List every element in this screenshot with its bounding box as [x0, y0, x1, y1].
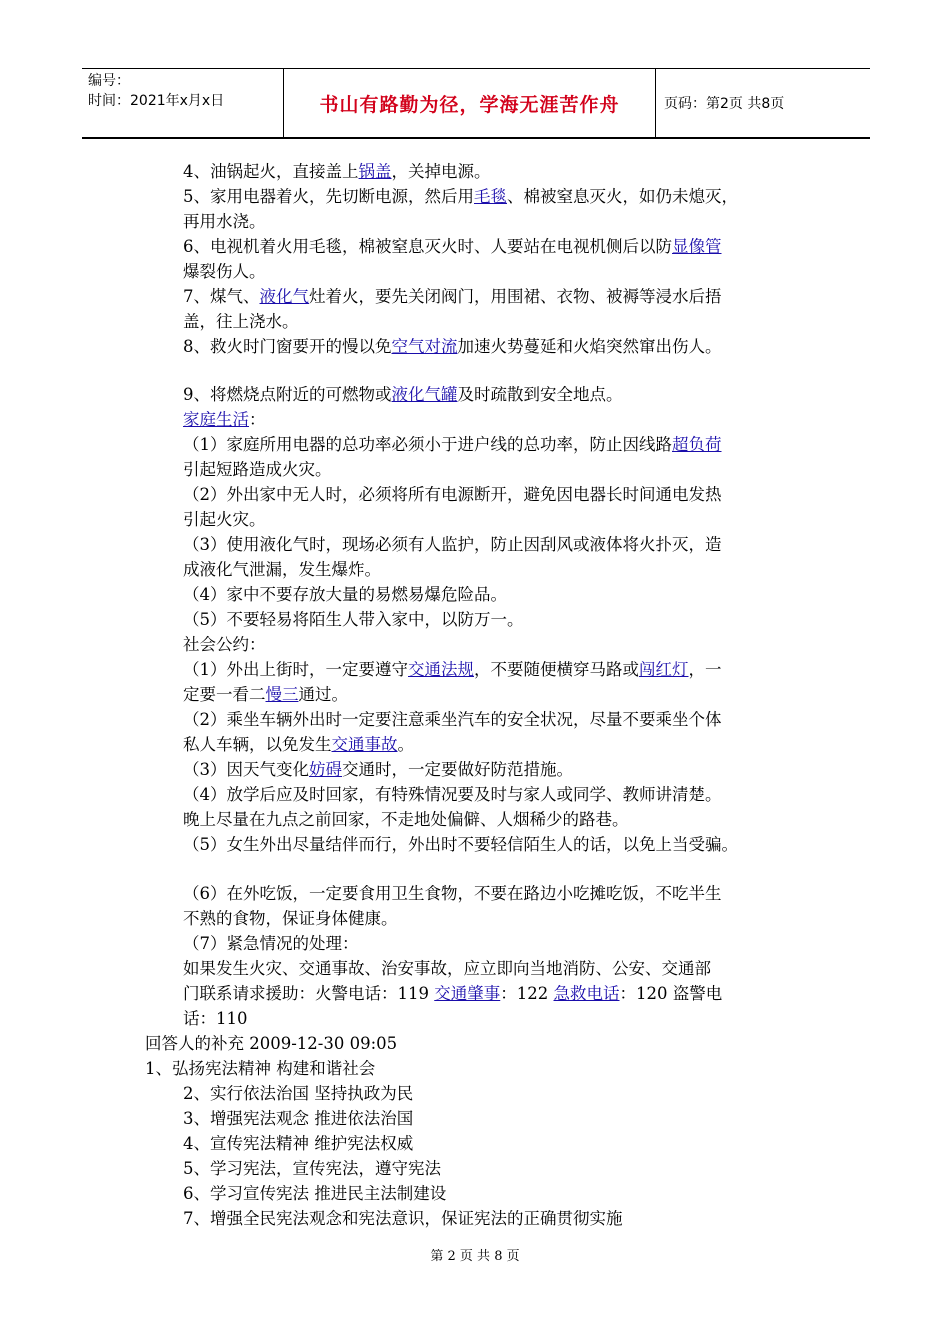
text-line [183, 458, 332, 482]
text-line [183, 383, 623, 407]
hyperlink[interactable]: 慢三 [265, 685, 299, 704]
text-span: 不熟的食物，保证身体健康。 [183, 909, 398, 928]
text-span: ，一 [688, 660, 722, 679]
text-line [183, 882, 722, 906]
hyperlink[interactable]: 家庭生活 [183, 410, 249, 429]
text-line [183, 285, 722, 309]
text-span: 再用水浇。 [183, 212, 266, 231]
text-span: （4）放学后应及时回家，有特殊情况要及时与家人或同学、教师讲清楚。 [183, 785, 722, 804]
text-line [183, 210, 266, 234]
text-line [183, 758, 573, 782]
text-span: 定要一看二 [183, 685, 266, 704]
text-span: 2、实行依法治国 坚持执政为民 [183, 1084, 414, 1103]
text-span: 1、弘扬宪法精神 构建和谐社会 [145, 1059, 376, 1078]
number-label: 编号： [88, 73, 130, 89]
text-span: ：120 盗警电 [619, 984, 723, 1003]
text-span: （5）不要轻易将陌生人带入家中，以防万一。 [183, 610, 524, 629]
text-line [183, 558, 381, 582]
page-header [82, 68, 870, 139]
text-span: 盖，往上浇水。 [183, 312, 299, 331]
text-span: 晚上尽量在九点之前回家，不走地处偏僻、人烟稀少的路巷。 [183, 810, 629, 829]
text-span: 爆裂伤人。 [183, 262, 266, 281]
text-line [183, 1157, 441, 1181]
hyperlink[interactable]: 急救电话 [553, 984, 620, 1003]
hyperlink[interactable]: 显像管 [672, 237, 722, 256]
text-line [183, 508, 266, 532]
hyperlink[interactable]: 交通事故 [331, 735, 398, 754]
motto: 书山有路勤为径，学海无涯苦作舟 [319, 93, 620, 116]
header-meta [82, 69, 284, 137]
text-line [183, 1107, 413, 1131]
text-span: 门联系请求援助：火警电话：119 [183, 984, 435, 1003]
text-span: （6）在外吃饭，一定要食用卫生食物，不要在路边小吃摊吃饭，不吃半生 [183, 884, 722, 903]
text-line [183, 957, 711, 981]
text-line [183, 483, 722, 507]
text-line [183, 1132, 413, 1156]
text-span: 引起短路造成火灾。 [183, 460, 332, 479]
text-span: （2）乘坐车辆外出时一定要注意乘坐汽车的安全状况，尽量不要乘坐个体 [183, 710, 722, 729]
text-line [183, 932, 359, 956]
header-motto-cell [284, 69, 656, 137]
text-line [183, 235, 722, 259]
text-line [183, 260, 266, 284]
hyperlink[interactable]: 空气对流 [391, 337, 458, 356]
text-line [183, 310, 299, 334]
text-line [183, 335, 722, 359]
page-label: 页码：第2页 共8页 [664, 96, 785, 112]
text-line [183, 533, 722, 557]
hyperlink[interactable]: 交通法规 [408, 660, 474, 679]
text-span: 。 [397, 735, 414, 754]
text-line [183, 1207, 623, 1231]
text-line [183, 433, 722, 457]
time-label: 时间：2021年x月x日 [88, 93, 225, 109]
text-span: ，关掉电源。 [391, 162, 491, 181]
text-line [183, 783, 722, 807]
text-span: 话：110 [183, 1009, 248, 1028]
text-span: （2）外出家中无人时，必须将所有电源断开，避免因电器长时间通电发热 [183, 485, 722, 504]
text-span: ，不要随便横穿马路或 [474, 660, 639, 679]
text-span: 通过。 [298, 685, 348, 704]
text-line [183, 808, 629, 832]
text-span: 私人车辆，以免发生 [183, 735, 332, 754]
text-span: 6、学习宣传宪法 推进民主法制建设 [183, 1184, 447, 1203]
text-span: 及时疏散到安全地点。 [457, 385, 623, 404]
hyperlink[interactable]: 交通肇事 [434, 984, 501, 1003]
hyperlink[interactable]: 超负荷 [672, 435, 722, 454]
text-span: 5、学习宪法，宣传宪法，遵守宪法 [183, 1159, 441, 1178]
text-span: 8、救火时门窗要开的慢以免 [183, 337, 392, 356]
text-span: 加速火势蔓延和火焰突然窜出伤人。 [457, 337, 722, 356]
text-span: 灶着火，要先关闭阀门，用围裙、衣物、被褥等浸水后捂 [309, 287, 722, 306]
text-line [145, 1032, 397, 1056]
hyperlink[interactable]: 液化气 [259, 287, 309, 306]
text-span: 如果发生火灾、交通事故、治安事故，应立即向当地消防、公安、交通部 [183, 959, 711, 978]
text-line [183, 658, 722, 682]
text-span: （1）外出上街时，一定要遵守 [183, 660, 408, 679]
hyperlink[interactable]: 液化气罐 [391, 385, 458, 404]
text-line [145, 1057, 375, 1081]
hyperlink[interactable]: 妨碍 [309, 760, 342, 779]
text-line [183, 1182, 446, 1206]
text-span: 3、增强宪法观念 推进依法治国 [183, 1109, 414, 1128]
text-line [183, 160, 491, 184]
text-span: 9、将燃烧点附近的可燃物或 [183, 385, 392, 404]
text-line [183, 982, 722, 1006]
text-line [183, 633, 266, 657]
text-span: 社会公约： [183, 635, 266, 654]
text-line [183, 608, 524, 632]
text-span: 7、增强全民宪法观念和宪法意识，保证宪法的正确贯彻实施 [183, 1209, 623, 1228]
text-line [183, 185, 738, 209]
text-span: （3）因天气变化 [183, 760, 309, 779]
text-span: 交通时，一定要做好防范措施。 [342, 760, 573, 779]
text-span: 7、煤气、 [183, 287, 260, 306]
text-span: ： [249, 410, 266, 429]
text-span: 成液化气泄漏，发生爆炸。 [183, 560, 381, 579]
text-span: 引起火灾。 [183, 510, 266, 529]
hyperlink[interactable]: 毛毯 [474, 187, 507, 206]
text-span: （1）家庭所用电器的总功率必须小于进户线的总功率，防止因线路 [183, 435, 672, 454]
text-line [183, 907, 398, 931]
text-line [183, 1082, 413, 1106]
text-line [183, 833, 738, 857]
text-line [183, 683, 348, 707]
text-span: 4、油锅起火，直接盖上 [183, 162, 359, 181]
text-span: 回答人的补充 2009-12-30 09:05 [145, 1034, 398, 1053]
text-line [183, 408, 266, 432]
hyperlink[interactable]: 锅盖 [358, 162, 392, 181]
text-line [183, 733, 414, 757]
text-span: 5、家用电器着火，先切断电源，然后用 [183, 187, 474, 206]
text-span: 4、宣传宪法精神 维护宪法权威 [183, 1134, 414, 1153]
text-span: （5）女生外出尽量结伴而行，外出时不要轻信陌生人的话，以免上当受骗。 [183, 835, 738, 854]
text-span: （4）家中不要存放大量的易燃易爆危险品。 [183, 585, 507, 604]
text-span: （7）紧急情况的处理： [183, 934, 359, 953]
text-span: ：122 [500, 984, 554, 1003]
text-line [183, 583, 507, 607]
hyperlink[interactable]: 闯红灯 [639, 660, 689, 679]
text-span: （3）使用液化气时，现场必须有人监护，防止因刮风或液体将火扑灭，造 [183, 535, 722, 554]
text-span: 、棉被窒息灭火，如仍未熄灭， [507, 187, 738, 206]
text-span: 6、电视机着火用毛毯，棉被窒息灭火时、人要站在电视机侧后以防 [183, 237, 672, 256]
text-line [183, 708, 722, 732]
page-footer: 第 2 页 共 8 页 [430, 1249, 520, 1264]
text-line [183, 1007, 248, 1031]
header-page-cell [656, 69, 870, 137]
